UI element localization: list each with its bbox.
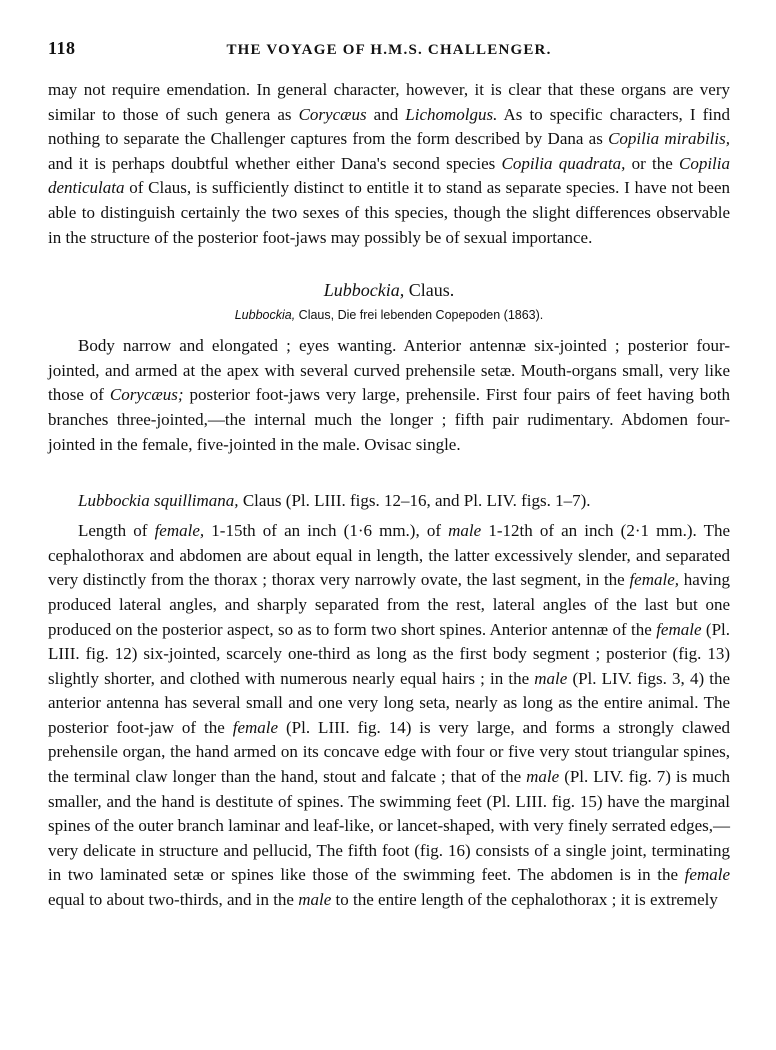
- document-page: [48, 38, 730, 913]
- page-header: [48, 38, 730, 78]
- genus-heading: [48, 278, 730, 302]
- page-number: 118: [48, 38, 76, 58]
- running-title: THE VOYAGE OF H.M.S. CHALLENGER.: [226, 42, 552, 58]
- genus-name: Lubbockia,: [323, 280, 405, 301]
- species-references: Claus (Pl. LIII. figs. 12–16, and Pl. LIV. figs. 1–7).: [238, 491, 591, 511]
- genus-author: Claus.: [404, 280, 455, 301]
- species-name: Lubbockia squillimana,: [78, 491, 239, 511]
- species-description: Length of female, 1-15th of an inch (1·6 mm.), of male 1-12th of an inch (2·1 mm.). The cephalothorax and abdomen are about equal in length, the latter excessively slender, and separated very distinctly from the thorax ; thorax very narrowly ovate, the last segment, in the female, having produced lateral angles, and sharply separated from the rest, lateral angles of the last but one produced on the posterior aspect, so as to form two short spines. Anterior antennæ of the female (Pl. LIII. fig. 12) six-jointed, scarcely one-third as long as the first body segment ; posterior (fig. 13) slightly shorter, and clothed with numerous nearly equal hairs ; in the male (Pl. LIV. figs. 3, 4) the anterior antenna has several small and one very long seta, nearly as long as the entire animal. The posterior foot-jaw of the female (Pl. LIII. fig. 14) is very large, and forms a strongly clawed prehensile organ, the hand armed on its concave edge with four or five very stout triangular spines, the terminal claw longer than the hand, stout and falcate ; that of the male (Pl. LIV. fig. 7) is much smaller, and the hand is destitute of spines. The swimming feet (Pl. LIII. fig. 15) have the marginal spines of the outer branch laminar and leaf-like, or lancet-shaped, with very finely serrated edges,—very delicate in structure and pellucid, The fifth foot (fig. 16) consists of a single joint, terminating in two laminated setæ or spines like those of the swimming feet. The abdomen is in the female equal to about two-thirds, and in the male to the entire length of the cephalothorax ; it is extremely: [48, 521, 731, 910]
- species-heading: [48, 489, 730, 513]
- intro-paragraph: may not require emendation. In general character, however, it is clear that these organs are very similar to those of such genera as Corycæus and Lichomolgus. As to specific characters, I find nothing to separate the Challenger captures from the form described by Dana as Copilia mirabilis, and it is perhaps doubtful whether either Dana's second species Copilia quadrata, or the Copilia denticulata of Claus, is sufficiently distinct to entitle it to stand as separate species. I have not been able to distinguish certainly the two sexes of this species, though the slight differences observable in the structure of the posterior foot-jaws may possibly be of sexual importance.: [48, 80, 730, 247]
- genus-citation: Lubbockia, Claus, Die frei lebenden Copepoden (1863).: [234, 308, 544, 323]
- genus-description: Body narrow and elongated ; eyes wanting. Anterior antennæ six-jointed ; posterior four-jointed, and armed at the apex with several curved prehensile setæ. Mouth-organs small, very like those of Corycæus; posterior foot-jaws very large, prehensile. First four pairs of feet having both branches three-jointed,—the internal much the longer ; fifth pair rudimentary. Abdomen four-jointed in the female, five-jointed in the male. Ovisac single.: [48, 336, 731, 454]
